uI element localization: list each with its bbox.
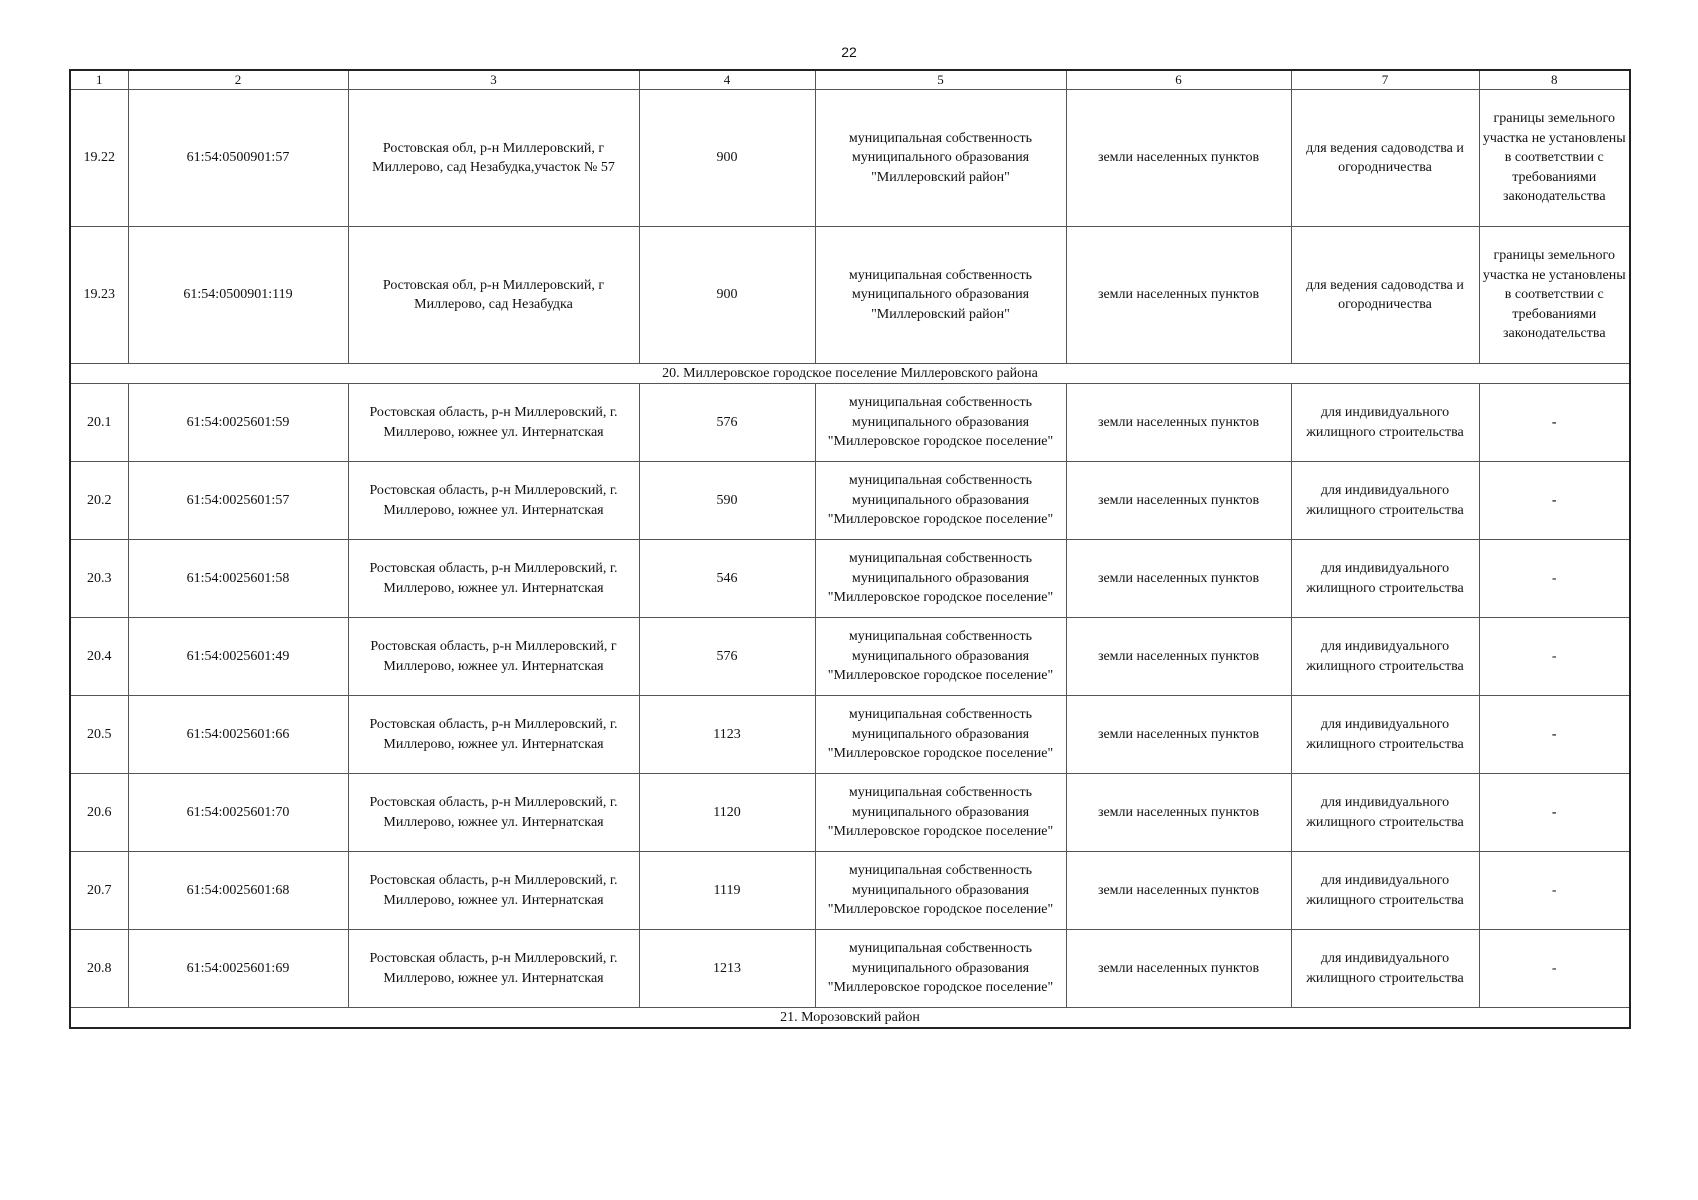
cadastral-number: 61:54:0500901:57 <box>128 90 348 227</box>
row-number: 20.3 <box>70 540 128 618</box>
section-title: 20. Миллеровское городское поселение Миллеровского района <box>70 364 1630 384</box>
cadastral-number: 61:54:0500901:119 <box>128 227 348 364</box>
row-number: 20.7 <box>70 852 128 930</box>
land-category: земли населенных пунктов <box>1066 227 1291 364</box>
land-category: земли населенных пунктов <box>1066 696 1291 774</box>
land-category: земли населенных пунктов <box>1066 462 1291 540</box>
row-number: 20.6 <box>70 774 128 852</box>
address: Ростовская область, р-н Миллеровский, г. Миллерово, южнее ул. Интернатская <box>348 930 639 1008</box>
area: 1120 <box>639 774 815 852</box>
note: - <box>1479 540 1630 618</box>
land-category: земли населенных пунктов <box>1066 540 1291 618</box>
section-title: 21. Морозовский район <box>70 1008 1630 1029</box>
note: - <box>1479 384 1630 462</box>
permitted-use: для индивидуального жилищного строительства <box>1291 774 1479 852</box>
cadastral-number: 61:54:0025601:49 <box>128 618 348 696</box>
table-row <box>70 618 1630 696</box>
ownership: муниципальная собственность муниципального образования "Миллеровское городское поселение" <box>815 384 1066 462</box>
area: 900 <box>639 90 815 227</box>
column-number: 8 <box>1479 70 1630 90</box>
permitted-use: для ведения садоводства и огородничества <box>1291 227 1479 364</box>
permitted-use: для индивидуального жилищного строительства <box>1291 462 1479 540</box>
table-row <box>70 227 1630 364</box>
land-category: земли населенных пунктов <box>1066 930 1291 1008</box>
address: Ростовская область, р-н Миллеровский, г. Миллерово, южнее ул. Интернатская <box>348 384 639 462</box>
cadastral-number: 61:54:0025601:69 <box>128 930 348 1008</box>
permitted-use: для индивидуального жилищного строительства <box>1291 618 1479 696</box>
cadastral-number: 61:54:0025601:57 <box>128 462 348 540</box>
row-number: 20.2 <box>70 462 128 540</box>
area: 546 <box>639 540 815 618</box>
address: Ростовская область, р-н Миллеровский, г Миллерово, южнее ул. Интернатская <box>348 618 639 696</box>
area: 590 <box>639 462 815 540</box>
table-row <box>70 462 1630 540</box>
ownership: муниципальная собственность муниципального образования "Миллеровское городское поселение" <box>815 618 1066 696</box>
area: 1119 <box>639 852 815 930</box>
permitted-use: для индивидуального жилищного строительства <box>1291 384 1479 462</box>
cadastral-number: 61:54:0025601:58 <box>128 540 348 618</box>
note: - <box>1479 462 1630 540</box>
permitted-use: для ведения садоводства и огородничества <box>1291 90 1479 227</box>
note: границы земельного участка не установлены в соответствии с требованиями законодательства <box>1479 90 1630 227</box>
column-number: 3 <box>348 70 639 90</box>
area: 1213 <box>639 930 815 1008</box>
address: Ростовская область, р-н Миллеровский, г. Миллерово, южнее ул. Интернатская <box>348 852 639 930</box>
row-number: 20.8 <box>70 930 128 1008</box>
land-category: земли населенных пунктов <box>1066 774 1291 852</box>
column-number: 4 <box>639 70 815 90</box>
table-row <box>70 774 1630 852</box>
ownership: муниципальная собственность муниципального образования "Миллеровский район" <box>815 227 1066 364</box>
cadastral-number: 61:54:0025601:70 <box>128 774 348 852</box>
ownership: муниципальная собственность муниципального образования "Миллеровский район" <box>815 90 1066 227</box>
table-row <box>70 930 1630 1008</box>
note: - <box>1479 852 1630 930</box>
column-number: 2 <box>128 70 348 90</box>
land-category: земли населенных пунктов <box>1066 852 1291 930</box>
table-row <box>70 696 1630 774</box>
column-number-row <box>70 70 1630 90</box>
address: Ростовская область, р-н Миллеровский, г. Миллерово, южнее ул. Интернатская <box>348 462 639 540</box>
permitted-use: для индивидуального жилищного строительства <box>1291 540 1479 618</box>
section-header-row <box>70 364 1630 384</box>
ownership: муниципальная собственность муниципального образования "Миллеровское городское поселение" <box>815 540 1066 618</box>
note: - <box>1479 618 1630 696</box>
ownership: муниципальная собственность муниципального образования "Миллеровское городское поселение" <box>815 696 1066 774</box>
cadastral-number: 61:54:0025601:68 <box>128 852 348 930</box>
ownership: муниципальная собственность муниципального образования "Миллеровское городское поселение" <box>815 852 1066 930</box>
row-number: 20.4 <box>70 618 128 696</box>
column-number: 5 <box>815 70 1066 90</box>
land-category: земли населенных пунктов <box>1066 618 1291 696</box>
cadastral-number: 61:54:0025601:66 <box>128 696 348 774</box>
note: - <box>1479 774 1630 852</box>
table-row <box>70 852 1630 930</box>
address: Ростовская обл, р-н Миллеровский, г Миллерово, сад Незабудка <box>348 227 639 364</box>
column-number: 1 <box>70 70 128 90</box>
page-number: 22 <box>841 44 857 60</box>
address: Ростовская область, р-н Миллеровский, г. Миллерово, южнее ул. Интернатская <box>348 774 639 852</box>
note: - <box>1479 696 1630 774</box>
area: 1123 <box>639 696 815 774</box>
row-number: 20.5 <box>70 696 128 774</box>
land-category: земли населенных пунктов <box>1066 384 1291 462</box>
area: 900 <box>639 227 815 364</box>
row-number: 19.23 <box>70 227 128 364</box>
row-number: 19.22 <box>70 90 128 227</box>
address: Ростовская область, р-н Миллеровский, г. Миллерово, южнее ул. Интернатская <box>348 540 639 618</box>
note: границы земельного участка не установлены в соответствии с требованиями законодательства <box>1479 227 1630 364</box>
table-row <box>70 384 1630 462</box>
area: 576 <box>639 618 815 696</box>
ownership: муниципальная собственность муниципального образования "Миллеровское городское поселение" <box>815 462 1066 540</box>
area: 576 <box>639 384 815 462</box>
row-number: 20.1 <box>70 384 128 462</box>
table-row <box>70 90 1630 227</box>
permitted-use: для индивидуального жилищного строительства <box>1291 930 1479 1008</box>
column-number: 7 <box>1291 70 1479 90</box>
ownership: муниципальная собственность муниципального образования "Миллеровское городское поселение" <box>815 930 1066 1008</box>
note: - <box>1479 930 1630 1008</box>
permitted-use: для индивидуального жилищного строительства <box>1291 852 1479 930</box>
address: Ростовская обл, р-н Миллеровский, г Миллерово, сад Незабудка,участок № 57 <box>348 90 639 227</box>
address: Ростовская область, р-н Миллеровский, г. Миллерово, южнее ул. Интернатская <box>348 696 639 774</box>
permitted-use: для индивидуального жилищного строительства <box>1291 696 1479 774</box>
land-category: земли населенных пунктов <box>1066 90 1291 227</box>
cadastral-number: 61:54:0025601:59 <box>128 384 348 462</box>
table-row <box>70 540 1630 618</box>
column-number: 6 <box>1066 70 1291 90</box>
ownership: муниципальная собственность муниципального образования "Миллеровское городское поселение" <box>815 774 1066 852</box>
section-header-row <box>70 1008 1630 1029</box>
land-registry-table <box>69 69 1631 1029</box>
